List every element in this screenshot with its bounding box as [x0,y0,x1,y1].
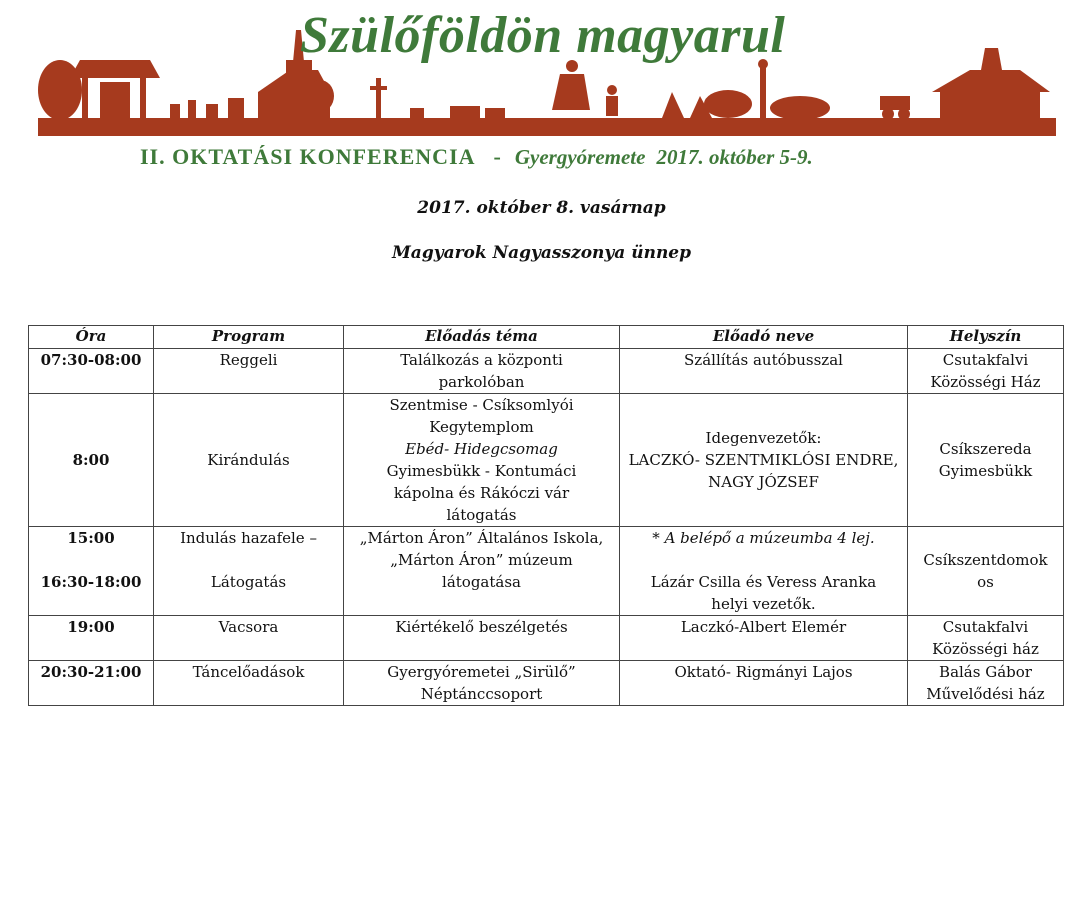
speaker-cell [620,349,908,394]
topic-line: „Márton Áron” Általános Iskola, [359,529,604,547]
time-cell: 8:00 [29,394,154,527]
location-cell [908,349,1064,394]
location-line: os [977,573,994,591]
speaker-line: LACZKÓ- SZENTMIKLÓSI ENDRE, [628,451,899,469]
table-row [29,349,1064,394]
table-header-row [29,326,1064,349]
speaker-cell [620,661,908,706]
conference-dates: 2017. október 5-9. [656,145,813,169]
header-banner [0,0,1083,180]
entry-fee-note: * A belépő a múzeumba 4 lej. [652,529,875,547]
topic-cell [344,349,620,394]
topic-line: parkolóban [438,373,525,391]
location-line: Csíkszereda [939,440,1032,458]
location-line: Közösségi ház [932,640,1039,658]
table-row [29,527,1064,616]
dancers-icon [552,74,590,110]
gate-roof-icon [70,60,160,78]
speaker-line: Laczkó-Albert Elemér [680,618,847,636]
header-speaker: Előadó neve [620,326,908,349]
time-cell: 19:00 [29,616,154,661]
speaker-cell [620,616,908,661]
time-cell: 07:30-08:00 [29,349,154,394]
topic-line: Néptánccsoport [420,685,543,703]
conference-place: Gyergyóremete [514,145,646,169]
header-time: Óra [29,326,154,349]
location-cell [908,661,1064,706]
banner-subtitle [140,144,813,170]
table-row [29,616,1064,661]
speaker-cell [620,394,908,527]
subtitle-separator: - [493,144,501,169]
time-line: 15:00 [67,529,115,547]
lunch-note: Ebéd- Hidegcsomag [405,440,558,458]
topic-line: kápolna és Rákóczi vár [393,484,570,502]
topic-line: „Márton Áron” múzeum [390,551,573,569]
topic-line: látogatás [446,506,517,524]
table-row [29,394,1064,527]
topic-line: Szentmise - Csíksomlyói [389,396,574,414]
topic-line: Találkozás a központi [400,351,563,369]
schedule-table [28,325,1064,706]
speaker-line: NAGY JÓZSEF [708,473,819,491]
program-cell: Reggeli [154,349,344,394]
topic-cell [344,527,620,616]
topic-line: Gyimesbükk - Kontumáci [386,462,577,480]
house-tower-icon [981,48,1002,70]
topic-line: Kiértékelő beszélgetés [395,618,568,636]
topic-cell [344,394,620,527]
location-line: Csutakfalvi [942,351,1029,369]
banner-title: Szülőföldön magyarul [300,7,786,64]
time-cell: 20:30-21:00 [29,661,154,706]
location-cell [908,616,1064,661]
header-location: Helyszín [908,326,1064,349]
topic-line: látogatása [442,573,521,591]
program-cell: Vacsora [154,616,344,661]
location-cell [908,527,1064,616]
topic-line: Kegytemplom [429,418,534,436]
time-cell [29,527,154,616]
location-line: Csíkszentdomok [923,551,1048,569]
program-cell: Táncelőadások [154,661,344,706]
header-program: Program [154,326,344,349]
topic-cell [344,616,620,661]
location-line: Művelődési ház [926,685,1045,703]
speaker-line: Lázár Csilla és Veress Aranka [650,573,877,591]
header-topic: Előadás téma [344,326,620,349]
speaker-line: Oktató- Rigmányi Lajos [674,663,853,681]
location-line: Balás Gábor [939,663,1032,681]
speaker-line: helyi vezetők. [711,595,816,613]
feast-heading: Magyarok Nagyasszonya ünnep [391,243,692,263]
speaker-line: Idegenvezetők: [705,429,822,447]
program-line: Látogatás [210,573,287,591]
location-line: Közösségi Ház [930,373,1041,391]
speaker-line: Szállítás autóbusszal [684,351,843,369]
day-heading: 2017. október 8. vasárnap [417,198,666,218]
program-line: Indulás hazafele – [180,529,317,547]
speaker-cell [620,527,908,616]
ground-strip [38,118,1056,136]
table-row [29,661,1064,706]
location-cell [908,394,1064,527]
program-cell: Kirándulás [154,394,344,527]
topic-cell [344,661,620,706]
program-cell [154,527,344,616]
location-line: Gyimesbükk [938,462,1033,480]
topic-line: Gyergyóremetei „Sirülő” [387,663,576,681]
time-line: 16:30-18:00 [40,573,142,591]
conference-name: II. OKTATÁSI KONFERENCIA [140,144,476,169]
location-line: Csutakfalvi [942,618,1029,636]
